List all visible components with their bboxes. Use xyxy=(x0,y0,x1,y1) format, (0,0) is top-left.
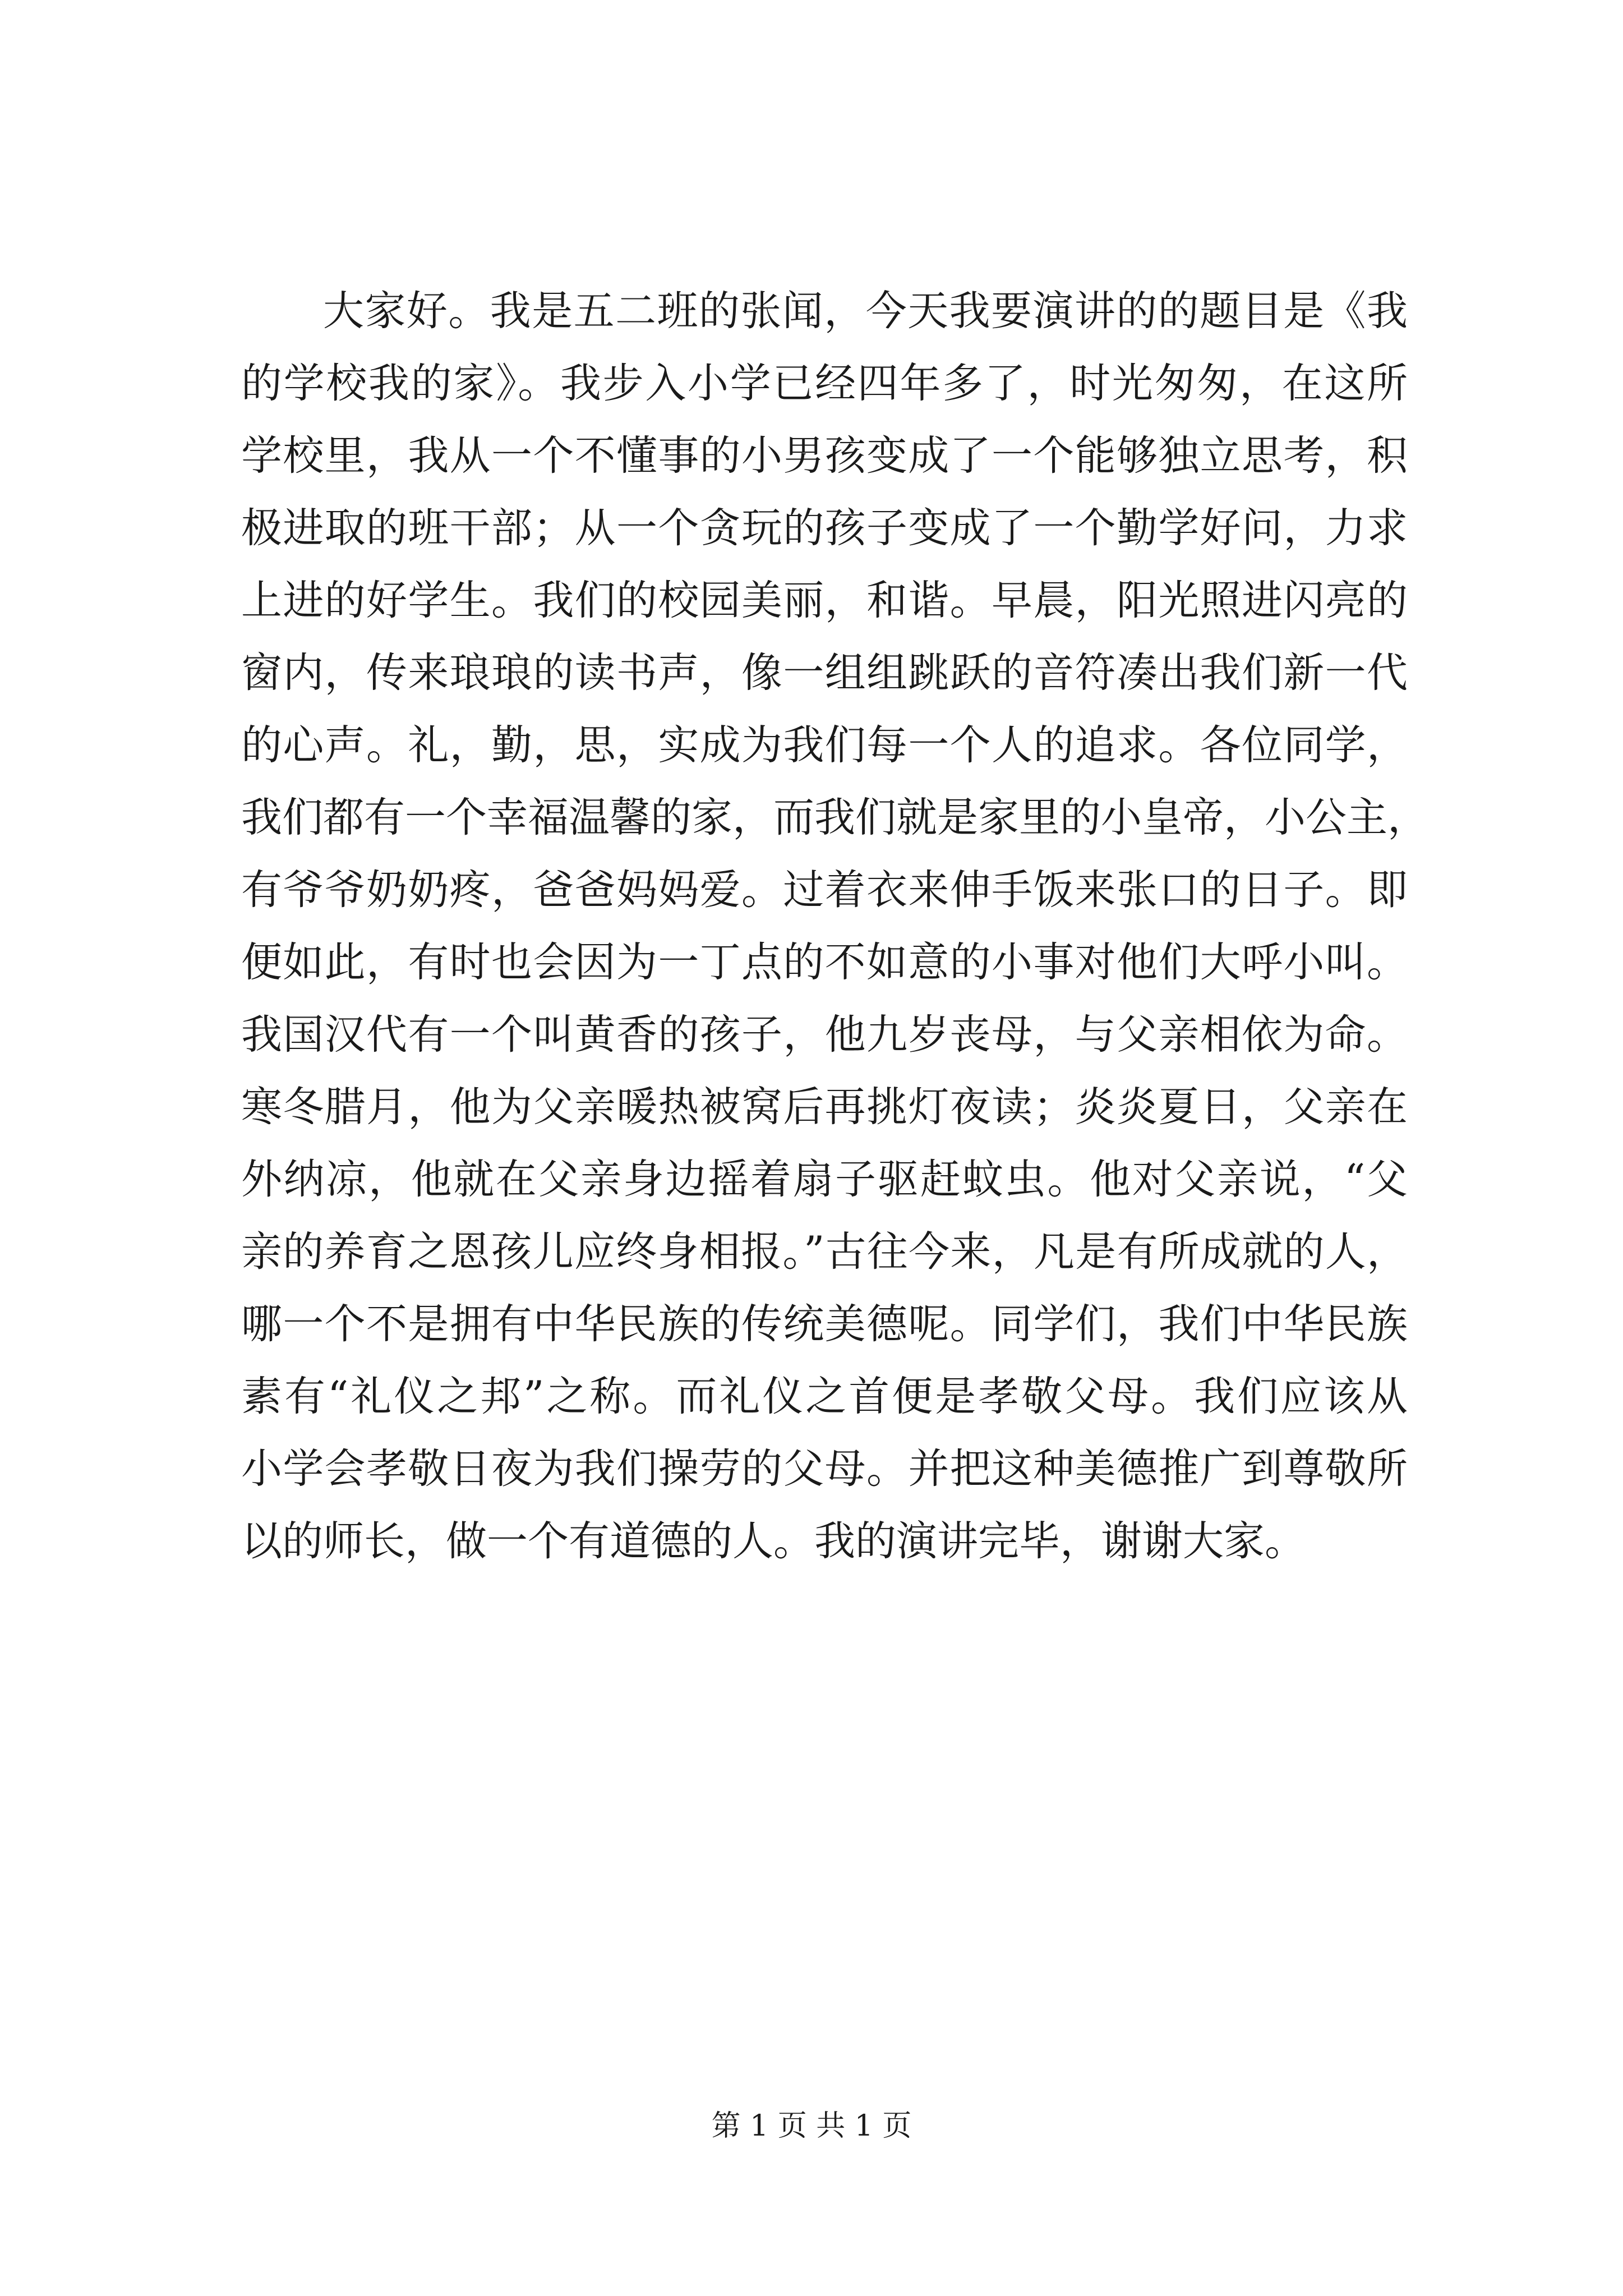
paragraph-line: 我们都有一个幸福温馨的家，而我们就是家里的小皇帝，小公主， xyxy=(241,794,1428,841)
paragraph-line: 的学校我的家》。我步入小学已经四年多了，时光匆匆，在这所 xyxy=(241,360,1408,407)
paragraph-line: 上进的好学生。我们的校园美丽，和谐。早晨，阳光照进闪亮的 xyxy=(241,577,1408,624)
paragraph-line: 极进取的班干部；从一个贪玩的孩子变成了一个勤学好问，力求 xyxy=(241,504,1408,552)
paragraph-line: 的心声。礼，勤，思，实成为我们每一个人的追求。各位同学， xyxy=(241,721,1408,769)
paragraph-line: 素有“礼仪之邦”之称。而礼仪之首便是孝敬父母。我们应该从 xyxy=(241,1373,1408,1420)
paragraph-line: 哪一个不是拥有中华民族的传统美德呢。同学们，我们中华民族 xyxy=(241,1300,1408,1348)
page-number-footer: 第 1 页 共 1 页 xyxy=(711,2109,912,2143)
paragraph-line: 我国汉代有一个叫黄香的孩子，他九岁丧母，与父亲相依为命。 xyxy=(241,1011,1408,1059)
paragraph-line: 小学会孝敬日夜为我们操劳的父母。并把这种美德推广到尊敬所 xyxy=(241,1445,1408,1493)
speech-paragraph xyxy=(241,275,1428,1577)
paragraph-line: 有爷爷奶奶疼，爸爸妈妈爱。过着衣来伸手饭来张口的日子。即 xyxy=(241,866,1408,914)
paragraph-line: 以的师长，做一个有道德的人。我的演讲完毕，谢谢大家。 xyxy=(241,1517,1306,1565)
paragraph-line: 亲的养育之恩孩儿应终身相报。”古往今来，凡是有所成就的人， xyxy=(241,1228,1408,1276)
paragraph-line: 便如此，有时也会因为一丁点的不如意的小事对他们大呼小叫。 xyxy=(241,938,1408,986)
paragraph-line: 寒冬腊月，他为父亲暖热被窝后再挑灯夜读；炎炎夏日，父亲在 xyxy=(241,1083,1408,1131)
paragraph-line: 窗内，传来琅琅的读书声，像一组组跳跃的音符凑出我们新一代 xyxy=(241,649,1408,697)
paragraph-line: 外纳凉，他就在父亲身边摇着扇子驱赶蚊虫。他对父亲说，“父 xyxy=(241,1156,1408,1203)
paragraph-line: 学校里，我从一个不懂事的小男孩变成了一个能够独立思考，积 xyxy=(241,432,1408,480)
paragraph-line: 大家好。我是五二班的张闻，今天我要演讲的的题目是《我 xyxy=(323,287,1408,335)
